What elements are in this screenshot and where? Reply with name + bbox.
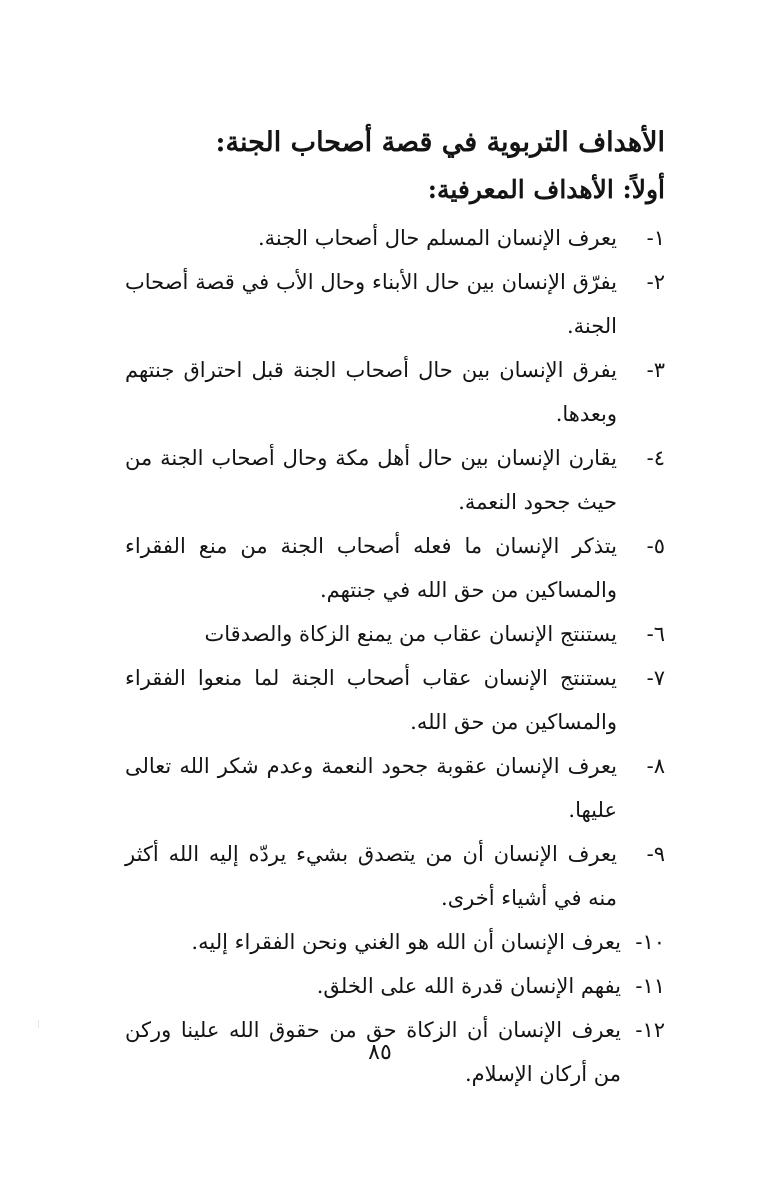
item-number: ١٠-	[635, 930, 665, 954]
list-item	[125, 348, 665, 436]
list-item	[125, 964, 665, 1008]
section-subheading: أولاً: الأهداف المعرفية:	[427, 175, 665, 204]
item-text: يستنتج الإنسان عقاب أصحاب الجنة لما منعوا الفقراء والمساكين من حق الله.	[125, 666, 617, 734]
item-text: يستنتج الإنسان عقاب من يمنع الزكاة والصدقات	[204, 622, 617, 646]
item-number: ٥-	[646, 534, 665, 558]
list-item	[125, 832, 665, 920]
item-number: ٣-	[646, 358, 665, 382]
list-item	[125, 920, 665, 964]
list-item	[125, 656, 665, 744]
item-text: يعرف الإنسان أن الزكاة حق من حقوق الله علينا وركن من أركان الإسلام.	[125, 1018, 621, 1086]
list-item	[125, 260, 665, 348]
item-text: يقارن الإنسان بين حال أهل مكة وحال أصحاب الجنة من حيث جحود النعمة.	[125, 446, 617, 514]
item-number: ١٢-	[635, 1018, 665, 1042]
item-number: ٩-	[646, 842, 665, 866]
item-number: ١-	[646, 226, 665, 250]
item-text: يعرف الإنسان المسلم حال أصحاب الجنة.	[257, 226, 617, 250]
item-text: يعرف الإنسان عقوبة جحود النعمة وعدم شكر الله تعالى عليها.	[125, 754, 617, 822]
scan-edge-mark	[38, 1020, 39, 1028]
item-text: يعرف الإنسان أن من يتصدق بشيء يردّه إليه الله أكثر منه في أشياء أخرى.	[125, 842, 617, 910]
item-number: ٤-	[646, 446, 665, 470]
item-number: ٢-	[646, 270, 665, 294]
item-text: يفرق الإنسان بين حال أصحاب الجنة قبل احتراق جنتهم وبعدها.	[125, 358, 617, 426]
list-item	[125, 216, 665, 260]
item-number: ١١-	[635, 974, 665, 998]
list-item	[125, 524, 665, 612]
objectives-list	[125, 216, 665, 1096]
section-heading: الأهداف التربوية في قصة أصحاب الجنة:	[215, 127, 665, 158]
page-content	[125, 120, 665, 1096]
item-number: ٧-	[646, 666, 665, 690]
item-number: ٦-	[646, 622, 665, 646]
list-item	[125, 436, 665, 524]
page-number: ٨٥	[368, 1040, 392, 1065]
item-text: يفرّق الإنسان بين حال الأبناء وحال الأب في قصة أصحاب الجنة.	[125, 270, 617, 338]
item-text: يفهم الإنسان قدرة الله على الخلق.	[316, 974, 621, 998]
item-number: ٨-	[646, 754, 665, 778]
item-text: يعرف الإنسان أن الله هو الغني ونحن الفقراء إليه.	[191, 930, 621, 954]
item-text: يتذكر الإنسان ما فعله أصحاب الجنة من منع الفقراء والمساكين من حق الله في جنتهم.	[125, 534, 617, 602]
list-item	[125, 612, 665, 656]
list-item	[125, 744, 665, 832]
